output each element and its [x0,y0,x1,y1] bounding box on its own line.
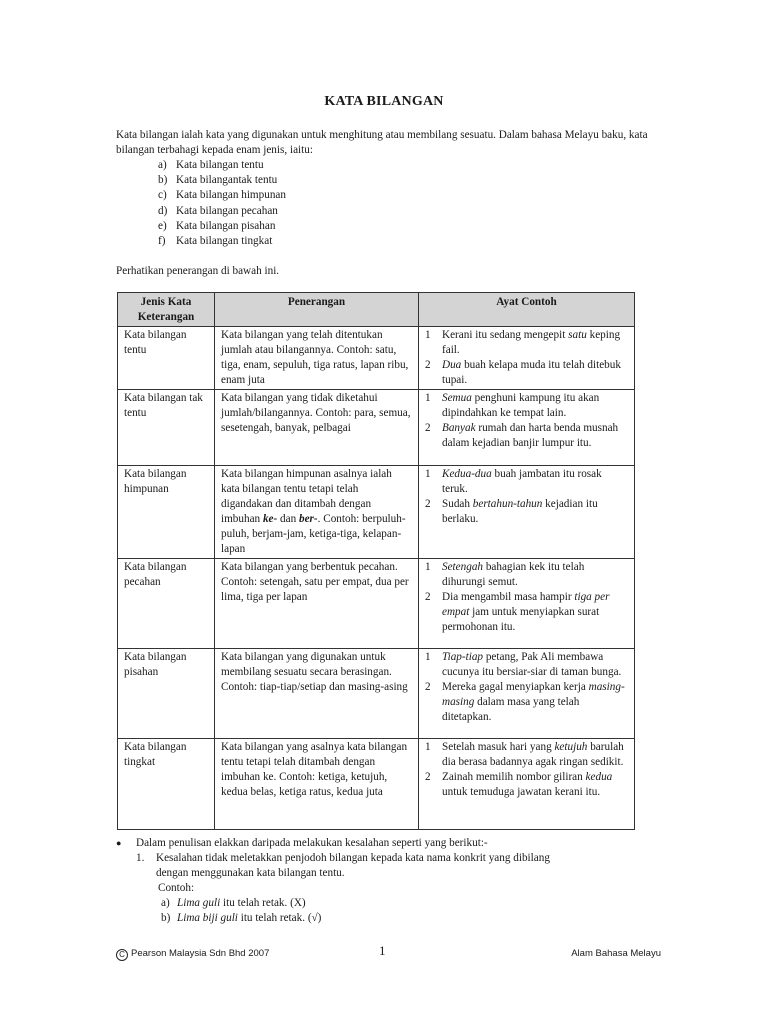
cell-penerangan: Kata bilangan yang tidak diketahui jumlah/bilangannya. Contoh: para, semua, sesetengah, banyak, pelbagai [215,390,419,466]
example-emphasis: Lima biji guli [177,912,238,924]
example-emphasis: Setengah [442,561,484,573]
copyright-icon: C [116,949,128,961]
list-item [158,188,286,203]
example-number: 1 [425,651,431,663]
example-number: 2 [425,422,431,434]
example-emphasis: bertahun-tahun [472,498,543,510]
example-text: penghuni kampung itu akan dipindahkan ke tempat lain. [442,392,600,419]
note-text: Perhatikan penerangan di bawah ini. [116,265,280,277]
example-letter: b) [161,912,171,924]
example-text: Setelah masuk hari yang [442,741,555,753]
list-item [158,173,286,188]
cell-contoh [419,739,635,830]
example-text: dalam masa yang telah ditetapkan. [442,696,580,723]
example-item [425,467,628,497]
item-number: 1. [136,852,145,864]
example-item [425,650,628,680]
example-text: barulah dia berasa badannya agak ringan sedikit. [442,741,624,768]
example-number: 2 [425,591,431,603]
cell-penerangan: Kata bilangan yang asalnya kata bilangan tentu tetapi telah ditambah dengan imbuhan ke. Contoh: ketiga, ketujuh, kedua belas, ketiga ratus, kedua juta [215,739,419,830]
example-number: 2 [425,771,431,783]
penerangan-text: . Contoh: berpuluh-puluh, berjam-jam, ketiga-tiga, kelapan-lapan [221,513,406,555]
example-text: jam untuk menyiapkan surat permohonan itu. [442,606,600,633]
example-item [425,740,628,770]
example-text: kejadian itu berlaku. [442,498,598,525]
page-footer [116,944,661,960]
example-letter: a) [161,897,170,909]
cell-jenis: Kata bilangan tak tentu [118,390,215,466]
types-list [158,158,286,249]
example-item [425,391,628,421]
penerangan-text: Kata bilangan himpunan asalnya ialah kata bilangan tentu tetapi telah digandakan dan ditambah dengan imbuhan [221,468,392,525]
example-number: 1 [425,329,431,341]
example-emphasis: satu [568,329,587,341]
document-title: KATA BILANGAN [324,94,444,109]
table-row [118,649,635,739]
example-text: Sudah [442,498,473,510]
bullet-dot-icon: ● [116,838,122,848]
list-letter: f) [158,234,166,247]
footer-book-title: Alam Bahasa Melayu [571,948,661,959]
example-text: buah kelapa muda itu telah ditebuk tupai. [442,359,621,386]
cell-jenis: Kata bilangan pecahan [118,559,215,649]
example-text: keping fail. [442,329,621,356]
header-penerangan: Penerangan [215,293,419,327]
cell-penerangan: Kata bilangan yang berbentuk pecahan. Contoh: setengah, satu per empat, dua per lima, tiga per lapan [215,559,419,649]
cell-contoh [419,649,635,739]
footer-copyright [116,946,269,961]
example-emphasis: Banyak [442,422,476,434]
example-text: buah jambatan itu rosak teruk. [442,468,602,495]
example-item [425,358,628,388]
example-number: 1 [425,561,431,573]
table-row [118,739,635,830]
cell-jenis: Kata bilangan tingkat [118,739,215,830]
example-emphasis: Semua [442,392,472,404]
cell-contoh [419,390,635,466]
example-emphasis: masing-masing [442,681,625,708]
penerangan-text: dan [277,513,299,525]
example-emphasis: Lima guli [177,897,221,909]
example-emphasis: Kedua-dua [442,468,492,480]
list-item [158,234,286,249]
example-emphasis: ketujuh [554,741,588,753]
list-letter: c) [158,189,167,202]
list-item [158,219,286,234]
example-item [425,590,628,635]
item-text: Kesalahan tidak meletakkan penjodoh bilangan kepada kata nama konkrit yang dibilang [156,852,550,864]
example-number: 1 [425,468,431,480]
table-row [118,390,635,466]
cell-penerangan [215,466,419,559]
table-row [118,327,635,390]
example-emphasis: Dua [442,359,462,371]
example-number: 2 [425,681,431,693]
footer-publisher: Pearson Malaysia Sdn Bhd 2007 [131,948,270,959]
example-text: itu telah retak. (√) [237,912,322,924]
numbered-item [136,851,676,866]
example-item [425,680,628,725]
example-number: 2 [425,359,431,371]
example-text: bahagian kek itu telah dihurungi semut. [442,561,585,588]
cell-jenis: Kata bilangan himpunan [118,466,215,559]
example-emphasis: Tiap-tiap [442,651,484,663]
page-number: 1 [379,943,386,958]
example-number: 2 [425,498,431,510]
list-label: Kata bilangantak tentu [176,174,278,187]
cell-contoh [419,466,635,559]
notes-section [116,836,676,926]
example-item [425,328,628,358]
example-emphasis: tiga per empat [442,591,610,618]
header-ayat-contoh: Ayat Contoh [419,293,635,327]
example-item [425,770,628,800]
example-emphasis: kedua [585,771,613,783]
cell-contoh [419,327,635,390]
example-text: petang, Pak Ali membawa cucunya itu bersiar-siar di taman bunga. [442,651,622,678]
list-label: Kata bilangan pecahan [176,204,278,217]
example-item [161,896,676,911]
list-letter: e) [158,219,167,232]
list-letter: a) [158,159,167,171]
table-row [118,559,635,649]
intro-paragraph: Kata bilangan ialah kata yang digunakan untuk menghitung atau membilang sesuatu. Dalam bahasa Melayu baku, kata bilangan terbahagi kepada enam jenis, iaitu: [116,129,648,156]
example-item [425,497,628,527]
cell-contoh [419,559,635,649]
list-letter: b) [158,174,168,187]
cell-jenis: Kata bilangan tentu [118,327,215,390]
list-label: Kata bilangan tentu [176,159,264,171]
bullet-item [116,836,676,851]
example-number: 1 [425,741,431,753]
cell-jenis: Kata bilangan pisahan [118,649,215,739]
penerangan-affix: ber- [299,513,318,525]
example-item [425,421,628,451]
example-text: Kerani itu sedang mengepit [442,329,569,341]
bullet-text: Dalam penulisan elakkan daripada melakukan kesalahan seperti yang berikut:- [136,837,488,849]
list-letter: d) [158,204,168,217]
list-item [158,204,286,219]
table-row [118,466,635,559]
example-number: 1 [425,392,431,404]
penerangan-affix: ke- [262,513,278,525]
example-text: Dia mengambil masa hampir [442,591,575,603]
table-header-row [118,293,635,327]
header-jenis: Jenis Kata Keterangan [118,293,215,327]
example-text: Zainah memilih nombor giliran [442,771,586,783]
list-item [158,158,286,173]
contoh-label: Contoh: [158,882,195,894]
example-text: rumah dan harta benda musnah dalam kejadian banjir lumpur itu. [442,422,619,449]
example-item [161,911,676,926]
list-label: Kata bilangan pisahan [176,219,276,232]
cell-penerangan: Kata bilangan yang digunakan untuk membilang sesuatu secara berasingan. Contoh: tiap-tiap/setiap dan masing-asing [215,649,419,739]
item-text-continued: dengan menggunakan kata bilangan tentu. [156,867,345,879]
list-label: Kata bilangan himpunan [176,189,286,202]
kata-bilangan-table [117,292,635,830]
example-text: untuk temuduga jawatan kerani itu. [442,786,601,798]
example-text: itu telah retak. (X) [220,897,306,909]
example-item [425,560,628,590]
example-text: Mereka gagal menyiapkan kerja [442,681,589,693]
list-label: Kata bilangan tingkat [176,234,273,247]
cell-penerangan: Kata bilangan yang telah ditentukan jumlah atau bilangannya. Contoh: satu, tiga, enam, sepuluh, tiga ratus, lapan ribu, enam juta [215,327,419,390]
